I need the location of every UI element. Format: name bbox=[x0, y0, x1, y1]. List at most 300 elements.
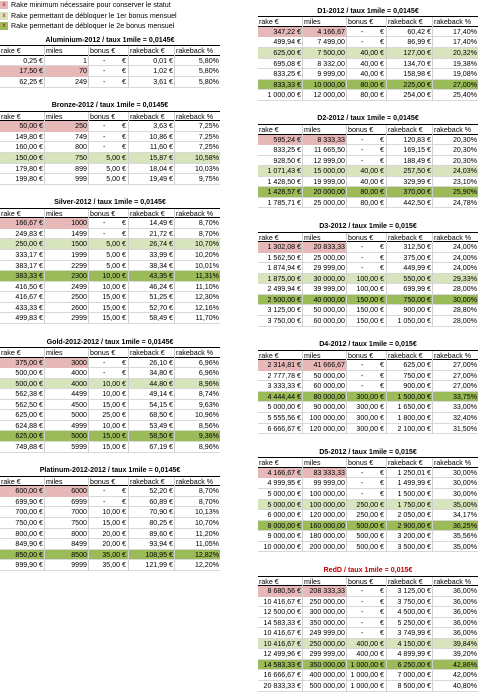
table-row bbox=[258, 478, 478, 489]
table-row bbox=[0, 261, 220, 272]
bonus-cell bbox=[346, 166, 386, 177]
table-row bbox=[0, 66, 220, 77]
legend-item bbox=[0, 0, 220, 11]
miles-cell: 29 999,00 bbox=[302, 263, 346, 274]
rakeback-pct-cell: 33,75% bbox=[432, 392, 478, 403]
header-cell: miles bbox=[44, 46, 88, 57]
rakeback-eur-cell: 442,50 € bbox=[386, 198, 432, 209]
rakeback-eur-cell: 1 050,00 € bbox=[386, 316, 432, 327]
bonus-unit: € bbox=[380, 587, 384, 596]
rakeback-eur-cell: 2 050,00 € bbox=[386, 510, 432, 521]
table-row bbox=[258, 510, 478, 521]
rakeback-pct-cell: 36,00% bbox=[432, 628, 478, 639]
rakeback-eur-cell: 46,24 € bbox=[128, 282, 174, 293]
bonus-cell bbox=[88, 497, 128, 508]
rakeback-pct-cell: 10,58% bbox=[174, 153, 220, 164]
miles-cell: 2300 bbox=[44, 271, 88, 282]
miles-cell: 250 000,00 bbox=[302, 597, 346, 608]
miles-cell: 800 bbox=[44, 142, 88, 153]
bonus-value: 500,00 € bbox=[356, 532, 384, 541]
legend-swatch: x bbox=[0, 1, 8, 9]
rakeback-eur-cell: 49,14 € bbox=[128, 389, 174, 400]
rake-cell: 10 416,67 € bbox=[263, 597, 301, 606]
bonus-cell bbox=[346, 639, 386, 650]
table-row bbox=[258, 392, 478, 403]
rakeback-eur-cell: 2 100,00 € bbox=[386, 424, 432, 435]
rakeback-eur-cell: 58,50 € bbox=[128, 431, 174, 442]
rakeback-eur-cell: 70,90 € bbox=[128, 507, 174, 518]
bonus-value: 10,00 € bbox=[102, 379, 126, 388]
miles-cell: 5000 bbox=[44, 431, 88, 442]
bonus-value: 5,00 € bbox=[106, 240, 126, 249]
miles-cell: 2500 bbox=[44, 292, 88, 303]
rake-cell: 600,00 € bbox=[0, 486, 44, 497]
table-row bbox=[258, 284, 478, 295]
rakeback-pct-cell: 8,70% bbox=[174, 218, 220, 229]
bonus-value: - bbox=[361, 597, 364, 606]
bonus-unit: € bbox=[380, 629, 384, 638]
miles-cell: 500 000,00 bbox=[302, 681, 346, 692]
bonus-unit: € bbox=[380, 371, 384, 380]
rake-cell: 383,33 € bbox=[15, 272, 43, 281]
rakeback-pct-cell: 23,10% bbox=[432, 177, 478, 188]
rake-cell: 2 314,81 € bbox=[258, 360, 302, 371]
miles-cell: 100 000,00 bbox=[302, 413, 346, 424]
rakeback-eur-cell: 329,99 € bbox=[386, 177, 432, 188]
bonus-cell bbox=[346, 402, 386, 413]
bonus-value: - bbox=[361, 146, 364, 155]
miles-cell: 7500 bbox=[44, 518, 88, 529]
bonus-value: 10,00 € bbox=[102, 390, 126, 399]
bonus-unit: € bbox=[122, 67, 126, 76]
rakeback-pct-cell: 8,70% bbox=[174, 497, 220, 508]
miles-cell: 90 000,00 bbox=[302, 402, 346, 413]
table-row bbox=[258, 187, 478, 198]
bonus-value: 100,00 € bbox=[356, 274, 384, 283]
rakeback-eur-cell: 3 750,00 € bbox=[386, 597, 432, 608]
header-cell: rake € bbox=[259, 233, 279, 242]
header-cell: rake € bbox=[1, 349, 21, 358]
bonus-cell bbox=[88, 77, 128, 88]
rakeback-pct-cell: 36,00% bbox=[432, 597, 478, 608]
table-row bbox=[258, 381, 478, 392]
legend-text: Rake permettant de débloquer le 1er bonus mensuel bbox=[11, 11, 177, 20]
rakeback-pct-cell: 11,20% bbox=[174, 529, 220, 540]
table-row bbox=[258, 166, 478, 177]
rakeback-pct-cell: 24,78% bbox=[432, 198, 478, 209]
rakeback-pct-cell: 7,25% bbox=[174, 121, 220, 132]
rakeback-eur-cell: 51,25 € bbox=[128, 292, 174, 303]
rakeback-pct-cell: 11,70% bbox=[174, 313, 220, 324]
rakeback-eur-cell: 89,60 € bbox=[128, 529, 174, 540]
table-row bbox=[0, 229, 220, 240]
rakeback-pct-cell: 28,00% bbox=[432, 284, 478, 295]
rakeback-eur-cell: 67,19 € bbox=[128, 442, 174, 453]
header-cell: bonus € bbox=[88, 348, 128, 359]
header-cell: miles bbox=[44, 477, 88, 488]
bonus-unit: € bbox=[122, 122, 126, 131]
rake-cell: 699,90 € bbox=[15, 497, 43, 506]
bonus-value: 300,00 € bbox=[356, 424, 384, 433]
table-row bbox=[258, 135, 478, 146]
rakeback-pct-cell: 27,00% bbox=[432, 80, 478, 91]
table-row bbox=[0, 292, 220, 303]
table-row bbox=[0, 410, 220, 421]
rake-cell: 10 416,67 € bbox=[263, 639, 301, 648]
table-row bbox=[258, 242, 478, 253]
miles-cell: 6999 bbox=[44, 497, 88, 508]
bonus-value: 40,00 € bbox=[360, 177, 384, 186]
table-row bbox=[0, 529, 220, 540]
table-row bbox=[258, 145, 478, 156]
table-header bbox=[0, 111, 220, 122]
bonus-cell bbox=[346, 305, 386, 316]
bonus-value: 15,00 € bbox=[102, 303, 126, 312]
table-row bbox=[0, 132, 220, 143]
rakeback-pct-cell: 28,80% bbox=[432, 305, 478, 316]
bonus-value: 400,00 € bbox=[356, 650, 384, 659]
miles-cell: 1000 bbox=[44, 218, 88, 229]
bonus-value: - bbox=[361, 608, 364, 617]
rake-cell: 14 583,33 € bbox=[263, 618, 301, 627]
bonus-unit: € bbox=[380, 156, 384, 165]
rakeback-eur-cell: 3 125,00 € bbox=[386, 586, 432, 597]
miles-cell: 899 bbox=[44, 164, 88, 175]
header-cell: rake € bbox=[259, 125, 279, 134]
miles-cell: 200 000,00 bbox=[302, 542, 346, 553]
rakeback-eur-cell: 34,80 € bbox=[128, 368, 174, 379]
bonus-cell bbox=[346, 37, 386, 48]
rake-cell: 149,80 € bbox=[15, 132, 43, 141]
table-row bbox=[0, 539, 220, 550]
miles-cell: 4499 bbox=[44, 389, 88, 400]
rakeback-pct-cell: 24,03% bbox=[432, 166, 478, 177]
table-row bbox=[0, 442, 220, 453]
rake-cell: 5 000,00 € bbox=[267, 403, 301, 412]
rakeback-pct-cell: 40,80% bbox=[432, 681, 478, 692]
table-row bbox=[258, 274, 478, 285]
header-cell: rake € bbox=[1, 112, 21, 121]
miles-cell: 83 333,33 bbox=[302, 468, 346, 479]
table-row bbox=[0, 421, 220, 432]
rakeback-eur-cell: 312,50 € bbox=[386, 242, 432, 253]
rakeback-eur-cell: 14,49 € bbox=[128, 218, 174, 229]
rakeback-pct-cell: 29,33% bbox=[432, 274, 478, 285]
rake-cell: 1 071,43 € bbox=[267, 167, 301, 176]
bonus-value: - bbox=[361, 361, 364, 370]
table-row bbox=[258, 198, 478, 209]
rake-cell: 160,00 € bbox=[15, 143, 43, 152]
header-cell: rakeback € bbox=[386, 17, 432, 28]
header-cell: rakeback % bbox=[174, 348, 220, 359]
rakeback-pct-cell: 31,50% bbox=[432, 424, 478, 435]
header-cell: rakeback € bbox=[128, 348, 174, 359]
rakeback-eur-cell: 26,74 € bbox=[128, 239, 174, 250]
table-row bbox=[258, 27, 478, 38]
table-row bbox=[0, 271, 220, 282]
table-row bbox=[0, 507, 220, 518]
rakeback-pct-cell: 9,63% bbox=[174, 400, 220, 411]
rake-cell: 8 680,56 € bbox=[258, 586, 302, 597]
rakeback-pct-cell: 27,00% bbox=[432, 381, 478, 392]
rakeback-eur-cell: 86,99 € bbox=[386, 37, 432, 48]
rake-cell: 4 999,95 € bbox=[267, 479, 301, 488]
rakeback-pct-cell: 39,84% bbox=[432, 639, 478, 650]
bonus-unit: € bbox=[380, 27, 384, 36]
bonus-value: - bbox=[361, 38, 364, 47]
rakeback-pct-cell: 8,96% bbox=[174, 379, 220, 390]
rakeback-pct-cell: 27,00% bbox=[432, 360, 478, 371]
miles-cell: 160 000,00 bbox=[302, 521, 346, 532]
bonus-cell bbox=[88, 271, 128, 282]
rakeback-eur-cell: 68,50 € bbox=[128, 410, 174, 421]
bonus-cell bbox=[88, 121, 128, 132]
rake-cell: 700,00 € bbox=[15, 508, 43, 517]
bonus-value: - bbox=[361, 629, 364, 638]
table-row bbox=[258, 90, 478, 101]
miles-cell: 15 000,00 bbox=[302, 166, 346, 177]
rakeback-eur-cell: 2 900,00 € bbox=[386, 521, 432, 532]
table-header bbox=[0, 45, 220, 56]
bonus-cell bbox=[88, 164, 128, 175]
rake-cell: 499,83 € bbox=[15, 314, 43, 323]
rake-cell: 595,24 € bbox=[258, 135, 302, 146]
rake-cell: 2 499,94 € bbox=[267, 285, 301, 294]
rakeback-pct-cell: 24,00% bbox=[432, 253, 478, 264]
rakeback-eur-cell: 52,20 € bbox=[128, 486, 174, 497]
rakeback-pct-cell: 10,20% bbox=[174, 250, 220, 261]
bonus-value: - bbox=[103, 78, 106, 86]
miles-cell: 9 999,00 bbox=[302, 69, 346, 80]
rakeback-eur-cell: 3 500,00 € bbox=[386, 542, 432, 553]
rakeback-pct-cell: 5,80% bbox=[174, 77, 220, 88]
bonus-value: - bbox=[361, 479, 364, 488]
miles-cell: 20 000,00 bbox=[302, 187, 346, 198]
bonus-unit: € bbox=[122, 358, 126, 367]
rakeback-eur-cell: 169,15 € bbox=[386, 145, 432, 156]
header-cell: bonus € bbox=[346, 351, 386, 362]
rakeback-eur-cell: 0,01 € bbox=[128, 56, 174, 67]
rakeback-eur-cell: 44,80 € bbox=[128, 379, 174, 390]
bonus-cell bbox=[346, 660, 386, 671]
rakeback-pct-cell: 9,36% bbox=[174, 431, 220, 442]
rakeback-eur-cell: 21,72 € bbox=[128, 229, 174, 240]
rake-cell: 250,00 € bbox=[15, 240, 43, 249]
bonus-cell bbox=[346, 27, 386, 38]
table-row bbox=[0, 358, 220, 369]
rake-cell: 199,80 € bbox=[15, 175, 43, 184]
table-row bbox=[258, 371, 478, 382]
bonus-cell bbox=[88, 174, 128, 185]
bonus-cell bbox=[88, 379, 128, 390]
header-cell: rakeback € bbox=[128, 477, 174, 488]
bonus-value: 100,00 € bbox=[356, 285, 384, 294]
table-row bbox=[0, 560, 220, 571]
miles-cell: 7 500,00 bbox=[302, 48, 346, 59]
miles-cell: 350 000,00 bbox=[302, 660, 346, 671]
header-cell: miles bbox=[302, 351, 346, 362]
rakeback-eur-cell: 3,61 € bbox=[128, 77, 174, 88]
miles-cell: 30 000,00 bbox=[302, 274, 346, 285]
rakeback-eur-cell: 127,00 € bbox=[386, 48, 432, 59]
rake-cell: 1 875,00 € bbox=[267, 274, 301, 283]
rakeback-pct-cell: 6,96% bbox=[174, 368, 220, 379]
miles-cell: 5999 bbox=[44, 442, 88, 453]
miles-cell: 40 000,00 bbox=[302, 295, 346, 306]
table-row bbox=[0, 303, 220, 314]
bonus-value: 150,00 € bbox=[356, 306, 384, 315]
table-row bbox=[0, 77, 220, 88]
bonus-cell bbox=[346, 198, 386, 209]
bonus-unit: € bbox=[380, 382, 384, 391]
rakeback-pct-cell: 35,00% bbox=[432, 542, 478, 553]
rake-cell: 695,08 € bbox=[273, 59, 301, 68]
rake-cell: 1 874,94 € bbox=[267, 264, 301, 273]
rakeback-eur-cell: 5 250,00 € bbox=[386, 618, 432, 629]
miles-cell: 4000 bbox=[44, 368, 88, 379]
bonus-cell bbox=[346, 681, 386, 692]
rakeback-pct-cell: 32,40% bbox=[432, 413, 478, 424]
miles-cell: 99 999,00 bbox=[302, 478, 346, 489]
rakeback-eur-cell: 60,89 € bbox=[128, 497, 174, 508]
rakeback-pct-cell: 36,00% bbox=[432, 618, 478, 629]
miles-cell: 4500 bbox=[44, 400, 88, 411]
bonus-value: - bbox=[361, 587, 364, 596]
bonus-value: 250,00 € bbox=[356, 500, 384, 509]
table-title: RedD / taux 1mile = 0,015€ bbox=[323, 565, 413, 574]
rakeback-pct-cell: 20,30% bbox=[432, 145, 478, 156]
bonus-cell bbox=[88, 442, 128, 453]
table-row bbox=[258, 37, 478, 48]
miles-cell: 5000 bbox=[44, 410, 88, 421]
table-header bbox=[258, 124, 478, 135]
bonus-cell bbox=[88, 486, 128, 497]
bonus-value: - bbox=[103, 358, 106, 367]
rake-cell: 3 125,00 € bbox=[267, 306, 301, 315]
rake-cell: 347,22 € bbox=[258, 27, 302, 38]
miles-cell: 180 000,00 bbox=[302, 531, 346, 542]
miles-cell: 120 000,00 bbox=[302, 424, 346, 435]
table-row bbox=[258, 607, 478, 618]
table-row bbox=[258, 295, 478, 306]
table-title: Gold-2012-2012 / taux 1mile = 0,0145€ bbox=[46, 337, 174, 346]
miles-cell: 999 bbox=[44, 174, 88, 185]
table-title: D1-2012 / taux 1mile = 0,0145€ bbox=[317, 6, 419, 15]
miles-cell: 4000 bbox=[44, 379, 88, 390]
rakeback-pct-cell: 39,20% bbox=[432, 649, 478, 660]
bonus-unit: € bbox=[380, 38, 384, 47]
rakeback-pct-cell: 25,90% bbox=[432, 187, 478, 198]
rakeback-pct-cell: 10,96% bbox=[174, 410, 220, 421]
bonus-cell bbox=[346, 316, 386, 327]
header-cell: bonus € bbox=[88, 209, 128, 220]
header-cell: rakeback € bbox=[386, 577, 432, 588]
bonus-value: 1 000,00 € bbox=[350, 682, 384, 690]
rakeback-eur-cell: 1,02 € bbox=[128, 66, 174, 77]
table-title: Silver-2012 / taux 1mile = 0,0145€ bbox=[54, 198, 166, 207]
rake-cell: 4 166,67 € bbox=[258, 468, 302, 479]
rakeback-eur-cell: 11,60 € bbox=[128, 142, 174, 153]
header-cell: rakeback % bbox=[432, 577, 478, 588]
table-row bbox=[258, 80, 478, 91]
rakeback-pct-cell: 8,96% bbox=[174, 442, 220, 453]
bonus-cell bbox=[88, 229, 128, 240]
miles-cell: 8000 bbox=[44, 529, 88, 540]
header-cell: rake € bbox=[259, 351, 279, 360]
rakeback-pct-cell: 6,96% bbox=[174, 358, 220, 369]
bonus-unit: € bbox=[380, 608, 384, 617]
bonus-cell bbox=[346, 381, 386, 392]
table-row bbox=[258, 413, 478, 424]
rakeback-eur-cell: 134,70 € bbox=[386, 59, 432, 70]
rakeback-pct-cell: 5,80% bbox=[174, 56, 220, 67]
miles-cell: 12 000,00 bbox=[302, 90, 346, 101]
header-cell: miles bbox=[44, 209, 88, 220]
miles-cell: 50 000,00 bbox=[302, 371, 346, 382]
bonus-cell bbox=[346, 371, 386, 382]
header-cell: bonus € bbox=[88, 477, 128, 488]
rakeback-pct-cell: 10,03% bbox=[174, 164, 220, 175]
bonus-cell bbox=[346, 69, 386, 80]
rake-cell: 10 000,00 € bbox=[263, 542, 301, 551]
bonus-cell bbox=[88, 507, 128, 518]
miles-cell: 2999 bbox=[44, 313, 88, 324]
bonus-cell bbox=[88, 358, 128, 369]
rakeback-eur-cell: 3 200,00 € bbox=[386, 531, 432, 542]
rakeback-pct-cell: 30,00% bbox=[432, 478, 478, 489]
miles-cell: 80 000,00 bbox=[302, 392, 346, 403]
header-cell: rake € bbox=[259, 577, 279, 586]
rake-cell: 2 777,78 € bbox=[267, 371, 301, 380]
bonus-cell bbox=[346, 177, 386, 188]
rakeback-pct-cell: 9,75% bbox=[174, 174, 220, 185]
miles-cell: 19 999,00 bbox=[302, 177, 346, 188]
rake-cell: 416,67 € bbox=[15, 293, 43, 302]
table-row bbox=[258, 59, 478, 70]
bonus-cell bbox=[346, 360, 386, 371]
table-row bbox=[258, 649, 478, 660]
bonus-value: - bbox=[361, 371, 364, 380]
bonus-value: 10,00 € bbox=[102, 421, 126, 430]
bonus-cell bbox=[346, 468, 386, 479]
miles-cell: 60 000,00 bbox=[302, 316, 346, 327]
rake-cell: 4 444,44 € bbox=[267, 392, 301, 401]
bonus-value: 80,00 € bbox=[360, 80, 384, 89]
header-cell: rakeback % bbox=[174, 477, 220, 488]
bonus-value: 5,00 € bbox=[106, 164, 126, 173]
rakeback-eur-cell: 188,49 € bbox=[386, 156, 432, 167]
rakeback-pct-cell: 10,13% bbox=[174, 507, 220, 518]
bonus-cell bbox=[88, 560, 128, 571]
bonus-cell bbox=[88, 56, 128, 67]
table-header bbox=[258, 457, 478, 468]
header-cell: bonus € bbox=[346, 125, 386, 136]
rakeback-eur-cell: 370,00 € bbox=[386, 187, 432, 198]
rakeback-eur-cell: 54,15 € bbox=[128, 400, 174, 411]
table-row bbox=[258, 681, 478, 692]
rake-cell: 166,67 € bbox=[0, 218, 44, 229]
bonus-cell bbox=[346, 542, 386, 553]
table-row bbox=[0, 153, 220, 164]
bonus-cell bbox=[88, 282, 128, 293]
rakeback-pct-cell: 42,86% bbox=[432, 660, 478, 671]
miles-cell: 3000 bbox=[44, 358, 88, 369]
header-cell: miles bbox=[302, 458, 346, 469]
miles-cell: 300 000,00 bbox=[302, 607, 346, 618]
bonus-cell bbox=[88, 250, 128, 261]
table-title: Bronze-2012 / taux 1mile = 0,0145€ bbox=[51, 101, 169, 110]
rake-cell: 6 000,00 € bbox=[267, 511, 301, 520]
